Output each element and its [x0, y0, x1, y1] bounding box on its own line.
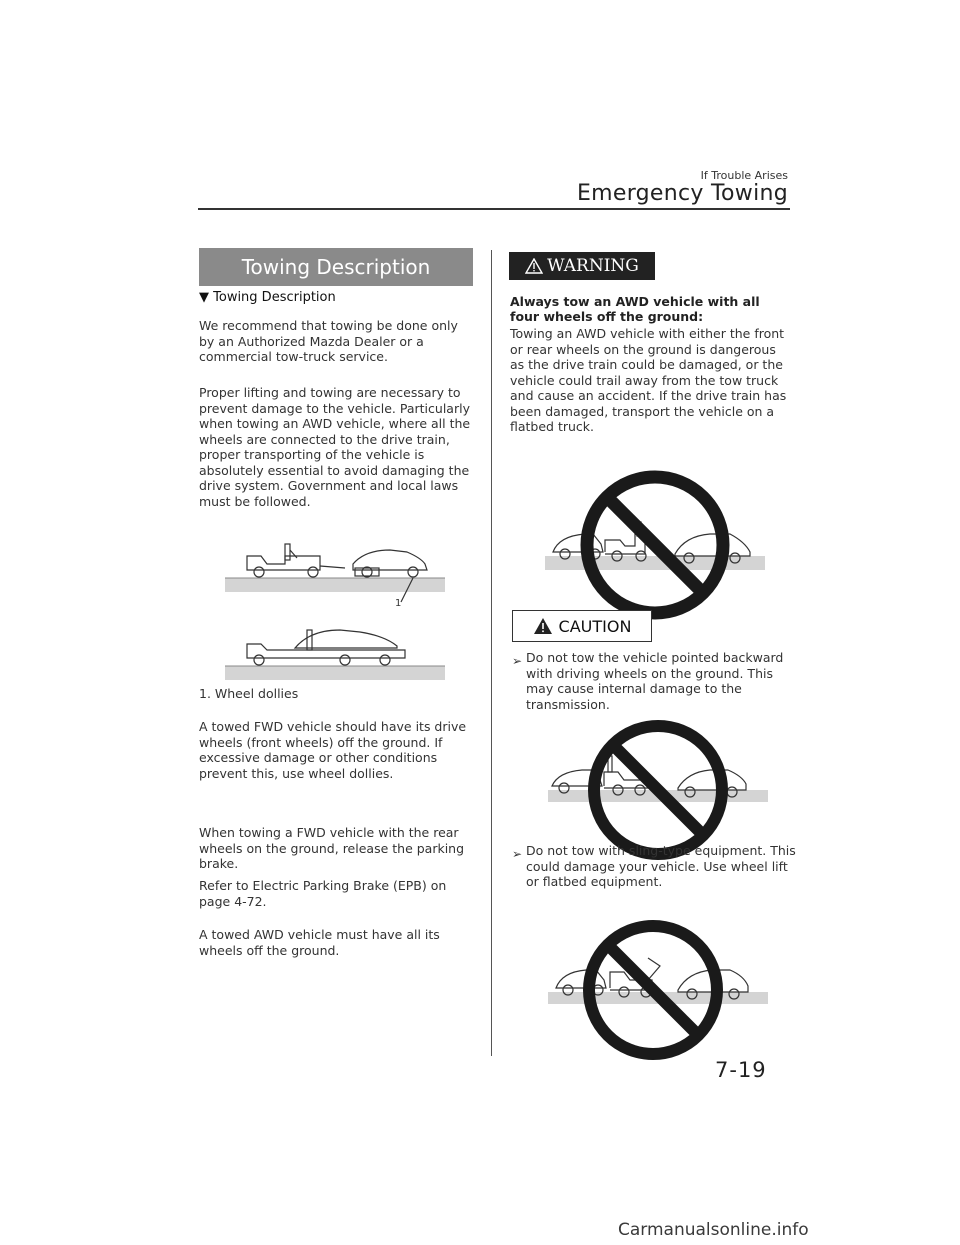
- column-divider: [491, 250, 492, 1056]
- paragraph-awd: A towed AWD vehicle must have all its wheels off the ground.: [199, 927, 440, 958]
- warning-triangle-icon: [525, 258, 543, 274]
- warning-heading: Always tow an AWD vehicle with all four wheels off the ground:: [510, 294, 760, 324]
- page-number: 7-19: [715, 1058, 767, 1082]
- paragraph-fwd: A towed FWD vehicle should have its drive wheels (front wheels) off the ground. If excessive damage or other conditions prevent this, use wheel dollies.: [199, 719, 467, 781]
- warning-label-text: WARNING: [547, 256, 639, 276]
- figure-caption: 1. Wheel dollies: [199, 686, 299, 701]
- warning-text: Towing an AWD vehicle with either the front or rear wheels on the ground is dangerous as the drive train could be damaged, or the vehicle could trail away from the tow truck and cause an accident. If the drive train has been damaged, transport the vehicle on a flatbed truck.: [510, 326, 787, 434]
- paragraph-recommend: We recommend that towing be done only by an Authorized Mazda Dealer or a commercial tow-truck service.: [199, 318, 458, 364]
- caution-label: [512, 610, 652, 642]
- bullet-marker-2: ➢: [512, 847, 523, 861]
- warning-label: [509, 252, 655, 280]
- section-banner: Towing Description: [199, 248, 473, 286]
- paragraph-proper-lifting: Proper lifting and towing are necessary to prevent damage to the vehicle. Particularly when towing an AWD vehicle, where all the wheels are connected to the drive train, proper transporting of the vehicle is absolutely essential to avoid damaging the drive system. Government and local laws must be followed.: [199, 385, 471, 509]
- site-watermark[interactable]: Carmanualsonline.info: [618, 1220, 809, 1240]
- caution-bullet-sling: Do not tow with sling-type equipment. This could damage your vehicle. Use wheel lift or flatbed equipment.: [526, 843, 796, 889]
- page-title: Emergency Towing: [576, 181, 788, 206]
- header-rule: [198, 208, 790, 210]
- prohibited-illustration-awd: [545, 470, 765, 630]
- paragraph-rear-wheels: When towing a FWD vehicle with the rear wheels on the ground, release the parking brake.: [199, 825, 465, 871]
- subheading: ▼ Towing Description: [199, 290, 336, 305]
- epb-reference: Refer to Electric Parking Brake (EPB) on page 4-72.: [199, 878, 447, 909]
- section-label: If Trouble Arises: [700, 169, 788, 182]
- dolly-callout: 1: [395, 598, 402, 609]
- bullet-marker-1: ➢: [512, 654, 523, 668]
- caution-triangle-icon: [533, 617, 553, 635]
- prohibited-illustration-sling: [548, 910, 768, 1060]
- caution-label-text: CAUTION: [558, 616, 632, 636]
- ground-strip-2: [225, 666, 445, 680]
- wheel-dollies-illustration: [225, 538, 447, 683]
- caution-bullet-backward: Do not tow the vehicle pointed backward with driving wheels on the ground. This may cause internal damage to the transmission.: [526, 650, 784, 712]
